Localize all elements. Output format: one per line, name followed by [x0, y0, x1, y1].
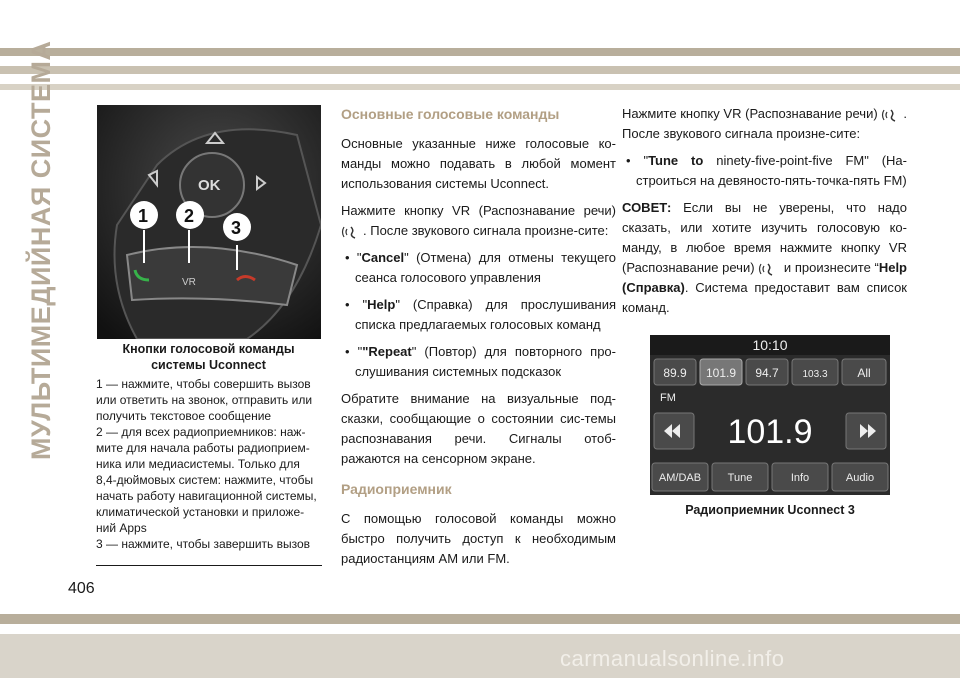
- after-beep-text: . После звукового сигнала произне-сите:: [622, 106, 907, 141]
- command-bullet: • "Help" (Справка) для прослушивания списка предлагаемых голосовых команд: [345, 297, 617, 332]
- footer-band: [0, 634, 960, 678]
- note-line: получить текстовое сообщение: [96, 409, 272, 423]
- divider: [96, 565, 322, 566]
- clock: 10:10: [752, 337, 788, 353]
- tip-key: Help (Справка): [622, 260, 907, 295]
- top-margin: [0, 0, 960, 14]
- radio-paragraph: С помощью голосовой команды можно быстро получить доступ к необходимым радиостанциям AM или FM.: [341, 511, 616, 566]
- command-key: "Repeat: [362, 344, 412, 359]
- header-band: [0, 48, 960, 56]
- command-desc: (Отмена) для отмены текущего сеанса голосового управления: [355, 250, 617, 285]
- watermark: carmanualsonline.info: [560, 646, 785, 671]
- radio-column: [622, 104, 907, 325]
- command-desc: (Повтор) для повторного про-слушивания системных подсказок: [355, 344, 616, 379]
- command-desc: (Справка) для прослушивания списка предлагаемых голосовых команд: [355, 297, 617, 332]
- tip-text: и произнесите “: [780, 260, 879, 275]
- section-heading: Основные голосовые команды: [341, 106, 560, 122]
- band-label: FM: [660, 392, 676, 404]
- after-beep-text: . После звукового сигнала произне-сите:: [363, 223, 609, 238]
- audio-button[interactable]: Audio: [845, 472, 875, 484]
- radio-caption: Радиоприемник Uconnect 3: [685, 503, 855, 517]
- steering-wheel-photo: [97, 105, 321, 339]
- command-bullet: • "Tune to ninety-five-point-five FM" (На-строиться на девяносто-пять-точка-пять FM): [626, 153, 907, 188]
- tip-label: СОВЕТ:: [622, 200, 672, 215]
- note-line: или ответить на звонок, отправить или: [96, 393, 313, 407]
- voice-recognition-icon: [881, 107, 903, 123]
- vr-instruction-text: Нажмите кнопку VR (Распознавание речи): [622, 106, 878, 121]
- intro-paragraph: Основные указанные ниже голосовые ко-манды можно подавать в любой момент использования системы Uconnect.: [341, 136, 616, 191]
- preset-button[interactable]: 103.3: [802, 369, 828, 380]
- header-band: [0, 84, 960, 90]
- note-line: ний Apps: [96, 521, 147, 535]
- button-number-3: 3: [231, 218, 242, 238]
- command-key: Tune to: [648, 153, 704, 168]
- voice-recognition-icon: [758, 261, 780, 277]
- vr-label: VR: [182, 277, 196, 288]
- note-line: 2 — для всех радиоприемников: наж-: [96, 425, 306, 439]
- frequency-display: 101.9: [727, 413, 813, 451]
- preset-button[interactable]: 94.7: [755, 366, 779, 380]
- command-desc: ninety-five-point-five FM" (На-строиться на девяносто-пять-точка-пять FM): [636, 153, 907, 188]
- tune-button[interactable]: Tune: [727, 472, 753, 484]
- note-line: мите для начала работы радиоприем-: [96, 441, 310, 455]
- preset-all-button[interactable]: All: [857, 366, 871, 380]
- note-line: 3 — нажмите, чтобы завершить вызов: [96, 537, 311, 551]
- command-bullet: • "Cancel" (Отмена) для отмены текущего сеанса голосового управления: [345, 250, 617, 285]
- footer-band: [0, 614, 960, 624]
- command-key: Cancel: [361, 250, 405, 265]
- note-line: начать работу навигационной системы,: [96, 489, 317, 503]
- page-number: 406: [68, 580, 95, 597]
- note-line: климатической установки и приложе-: [96, 505, 305, 519]
- note-line: ника или медиасистемы. Только для: [96, 457, 300, 471]
- preset-button[interactable]: 101.9: [705, 366, 737, 380]
- note-paragraph: Обратите внимание на визуальные под-сказки, сообщающие о состоянии сис-темы распознавания речи. Сигналы отоб-ражаются на сенсорном экране.: [341, 391, 616, 466]
- section-vertical-title: МУЛЬТИМЕДИЙНАЯ СИСТЕМА: [26, 40, 56, 460]
- section-heading: Радиоприемник: [341, 481, 452, 497]
- preset-button[interactable]: 89.9: [663, 366, 687, 380]
- header-band: [0, 66, 960, 74]
- note-line: 1 — нажмите, чтобы совершить вызов: [96, 377, 311, 391]
- tip-paragraph: [622, 198, 907, 318]
- radio-screen: [650, 335, 890, 495]
- tip-text: . Система предоставит вам список команд.: [622, 280, 907, 315]
- command-bullet: • ""Repeat" (Повтор) для повторного про-слушивания системных подсказок: [345, 344, 616, 379]
- voice-recognition-icon: [341, 224, 363, 240]
- command-key: Help: [367, 297, 396, 312]
- voice-commands-column: [341, 104, 616, 576]
- info-button[interactable]: Info: [790, 472, 810, 484]
- button-number-1: 1: [138, 206, 149, 226]
- button-number-2: 2: [184, 206, 195, 226]
- note-line: 8,4-дюймовых систем: нажмите, чтобы: [96, 473, 314, 487]
- ok-label: OK: [198, 177, 221, 194]
- am-dab-button[interactable]: AM/DAB: [658, 472, 702, 484]
- tip-text: Если вы не уверены, что надо сказать, или хотите изучить голосовую ко-манду, в любое время нажмите кнопку VR (Распознавание речи): [622, 200, 907, 275]
- vr-instruction-text: Нажмите кнопку VR (Распознавание речи): [341, 203, 616, 218]
- vr-instruction: [622, 104, 907, 144]
- button-notes: [96, 376, 322, 552]
- photo-caption: Кнопки голосовой команды системы Uconnect: [122, 342, 295, 372]
- vr-instruction: [341, 201, 616, 241]
